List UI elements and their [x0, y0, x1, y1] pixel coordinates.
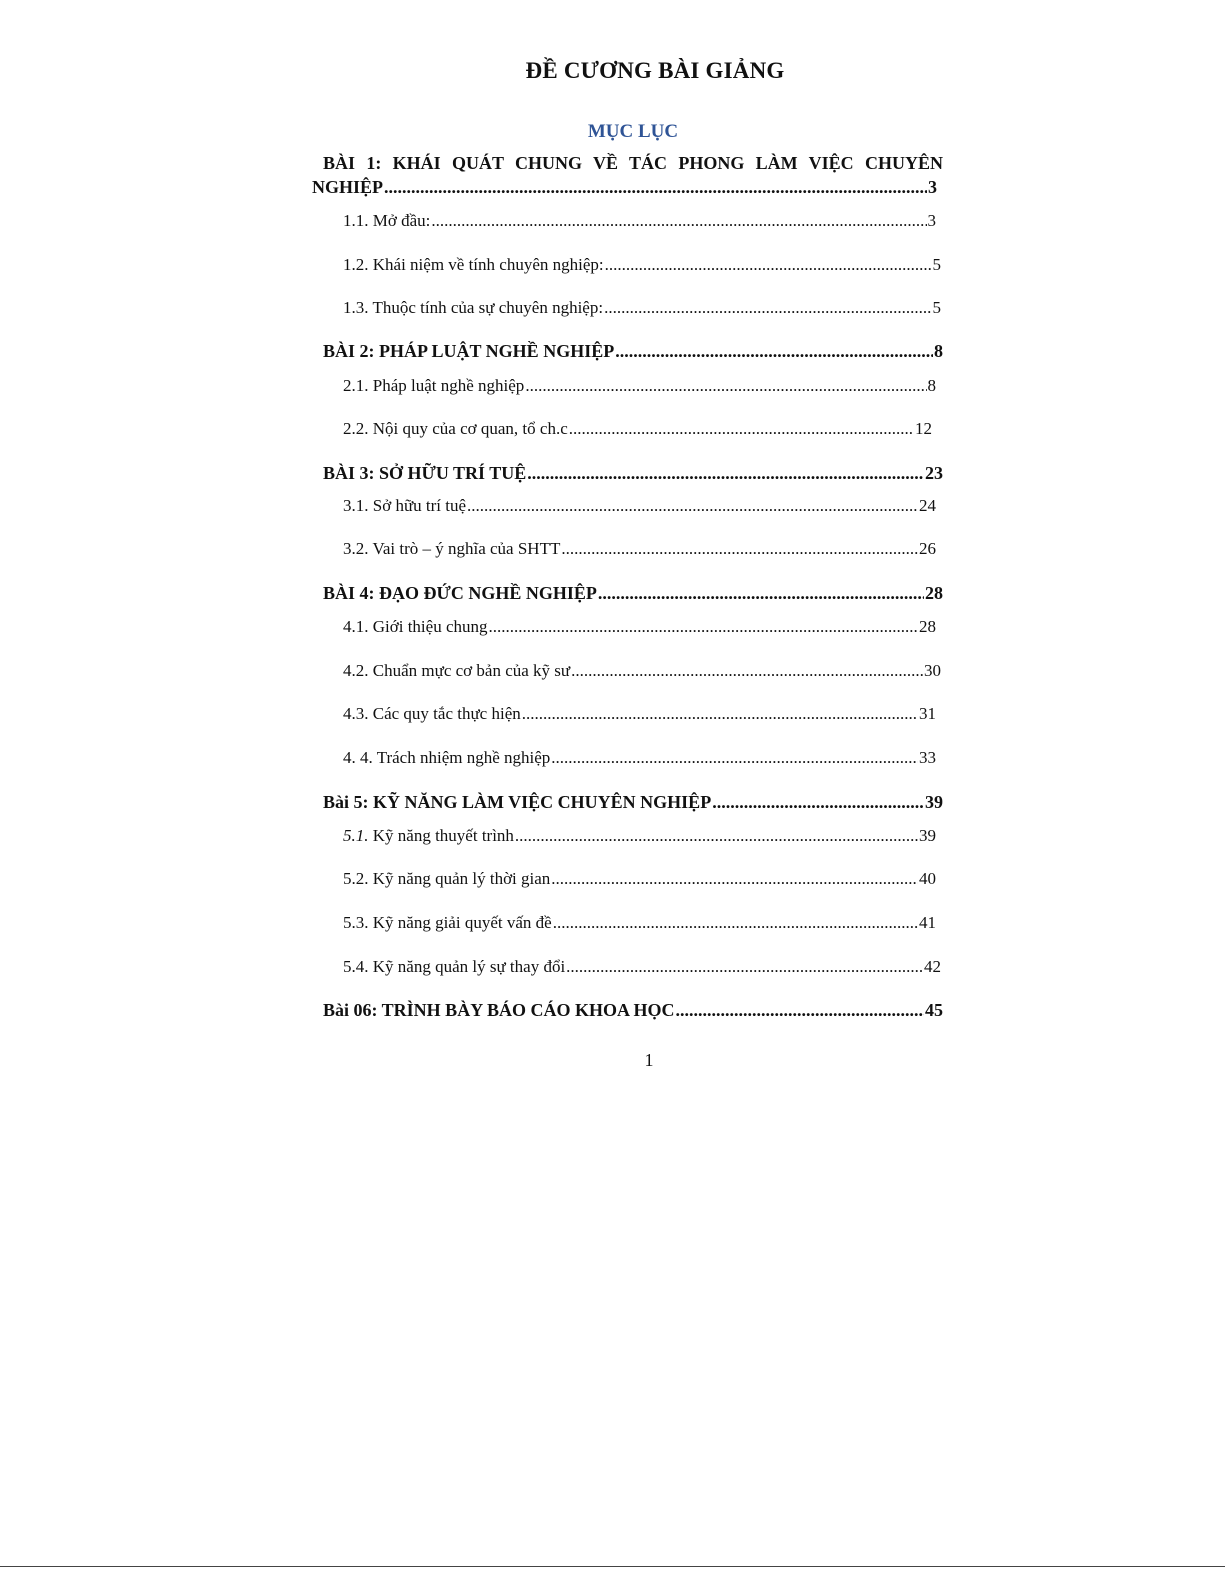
dot-leader: [551, 869, 918, 889]
toc-entry-5-4[interactable]: [343, 957, 941, 977]
toc-page-number: 5: [932, 298, 941, 317]
page-bottom-divider: [0, 1566, 1225, 1567]
toc-entry-3-2[interactable]: [343, 539, 936, 559]
toc-entry-2-2[interactable]: [343, 419, 932, 439]
toc-label: 2.1. Pháp luật nghề nghiệp: [343, 376, 525, 395]
toc-page-number: 41: [919, 913, 936, 932]
toc-entry-5-1[interactable]: [343, 826, 936, 846]
toc-label: 3.1. Sở hữu trí tuệ: [343, 496, 467, 515]
toc-page-number: 31: [919, 704, 936, 723]
dot-leader: [525, 376, 926, 396]
dot-leader: [566, 957, 923, 977]
toc-label: 5.4. Kỹ năng quản lý sự thay đổi: [343, 957, 566, 976]
dot-leader: [527, 463, 924, 484]
toc-label: [343, 826, 514, 846]
toc-entry-lesson-1-line1[interactable]: BÀI 1: KHÁI QUÁT CHUNG VỀ TÁC PHONG LÀM VIỆC CHUYÊN: [323, 153, 943, 173]
toc-entry-lesson-3[interactable]: [323, 463, 943, 484]
dot-leader: [384, 177, 927, 198]
dot-leader: [604, 298, 931, 318]
toc-page-number: 33: [919, 748, 936, 767]
toc-entry-1-1[interactable]: [343, 211, 936, 231]
toc-entry-3-1[interactable]: [343, 496, 936, 516]
toc-page-number: 8: [934, 341, 943, 361]
toc-item-text: Kỹ năng thuyết trình: [368, 826, 514, 845]
toc-label: 4.3. Các quy tắc thực hiện: [343, 704, 521, 723]
toc-heading: MỤC LỤC: [587, 121, 679, 142]
toc-label: 1.2. Khái niệm về tính chuyên nghiệp:: [343, 255, 604, 274]
toc-entry-4-1[interactable]: [343, 617, 936, 637]
toc-page-number: 24: [919, 496, 936, 515]
toc-page-number: 40: [919, 869, 936, 888]
dot-leader: [522, 704, 918, 724]
toc-entry-4-4[interactable]: [343, 748, 936, 768]
toc-page-number: 30: [924, 661, 941, 680]
dot-leader: [615, 341, 933, 362]
toc-label: 4. 4. Trách nhiệm nghề nghiệp: [343, 748, 551, 767]
toc-entry-lesson-2[interactable]: [323, 341, 943, 362]
toc-entry-5-2[interactable]: [343, 869, 936, 889]
dot-leader: [569, 419, 914, 439]
toc-label: 2.2. Nội quy của cơ quan, tổ ch.c: [343, 419, 568, 438]
dot-leader: [431, 211, 926, 231]
toc-page-number: 26: [919, 539, 936, 558]
toc-page-number: 12: [915, 419, 932, 438]
dot-leader: [561, 539, 918, 559]
dot-leader: [598, 583, 924, 604]
toc-page-number: 3: [928, 177, 937, 197]
toc-label: 3.2. Vai trò – ý nghĩa của SHTT: [343, 539, 561, 558]
toc-entry-lesson-4[interactable]: [323, 583, 943, 604]
toc-label: NGHIỆP: [312, 177, 384, 197]
toc-label: BÀI 4: ĐẠO ĐỨC NGHỀ NGHIỆP: [323, 583, 597, 603]
toc-page-number: 23: [925, 463, 943, 483]
page-number: 1: [644, 1050, 654, 1070]
toc-entry-lesson-6[interactable]: [323, 1000, 943, 1021]
toc-page-number: 28: [919, 617, 936, 636]
toc-entry-4-2[interactable]: [343, 661, 941, 681]
toc-entry-lesson-5[interactable]: [323, 792, 943, 813]
toc-label: 5.3. Kỹ năng giải quyết vấn đề: [343, 913, 552, 932]
toc-page-number: 39: [925, 792, 943, 812]
toc-page-number: 8: [927, 376, 936, 395]
document-title: ĐỀ CƯƠNG BÀI GIẢNG: [525, 58, 785, 83]
toc-page-number: 42: [924, 957, 941, 976]
toc-page-number: 39: [919, 826, 936, 845]
toc-page-number: 28: [925, 583, 943, 603]
dot-leader: [553, 913, 918, 933]
toc-label: Bài 06: TRÌNH BÀY BÁO CÁO KHOA HỌC: [323, 1000, 675, 1020]
dot-leader: [489, 617, 919, 637]
toc-page-number: 3: [927, 211, 936, 230]
toc-entry-1-2[interactable]: [343, 255, 941, 275]
dot-leader: [467, 496, 918, 516]
toc-page-number: 5: [932, 255, 941, 274]
toc-entry-5-3[interactable]: [343, 913, 936, 933]
dot-leader: [571, 661, 923, 681]
toc-label: BÀI 3: SỞ HỮU TRÍ TUỆ: [323, 463, 527, 483]
toc-entry-4-3[interactable]: [343, 704, 936, 724]
toc-label: 4.1. Giới thiệu chung: [343, 617, 488, 636]
dot-leader: [712, 792, 924, 813]
toc-entry-1-3[interactable]: [343, 298, 941, 318]
toc-label: 4.2. Chuẩn mực cơ bản của kỹ sư: [343, 661, 571, 680]
toc-label: 1.1. Mở đầu:: [343, 211, 431, 230]
toc-label: BÀI 2: PHÁP LUẬT NGHỀ NGHIỆP: [323, 341, 615, 361]
toc-item-number: 5.1.: [343, 826, 369, 845]
dot-leader: [515, 826, 918, 846]
toc-entry-2-1[interactable]: [343, 376, 936, 396]
toc-label: 5.2. Kỹ năng quản lý thời gian: [343, 869, 551, 888]
toc-entry-lesson-1[interactable]: [312, 177, 937, 198]
dot-leader: [551, 748, 918, 768]
toc-label: 1.3. Thuộc tính của sự chuyên nghiệp:: [343, 298, 604, 317]
toc-page-number: 45: [925, 1000, 943, 1020]
toc-label: Bài 5: KỸ NĂNG LÀM VIỆC CHUYÊN NGHIỆP: [323, 792, 712, 812]
dot-leader: [605, 255, 932, 275]
dot-leader: [676, 1000, 924, 1021]
